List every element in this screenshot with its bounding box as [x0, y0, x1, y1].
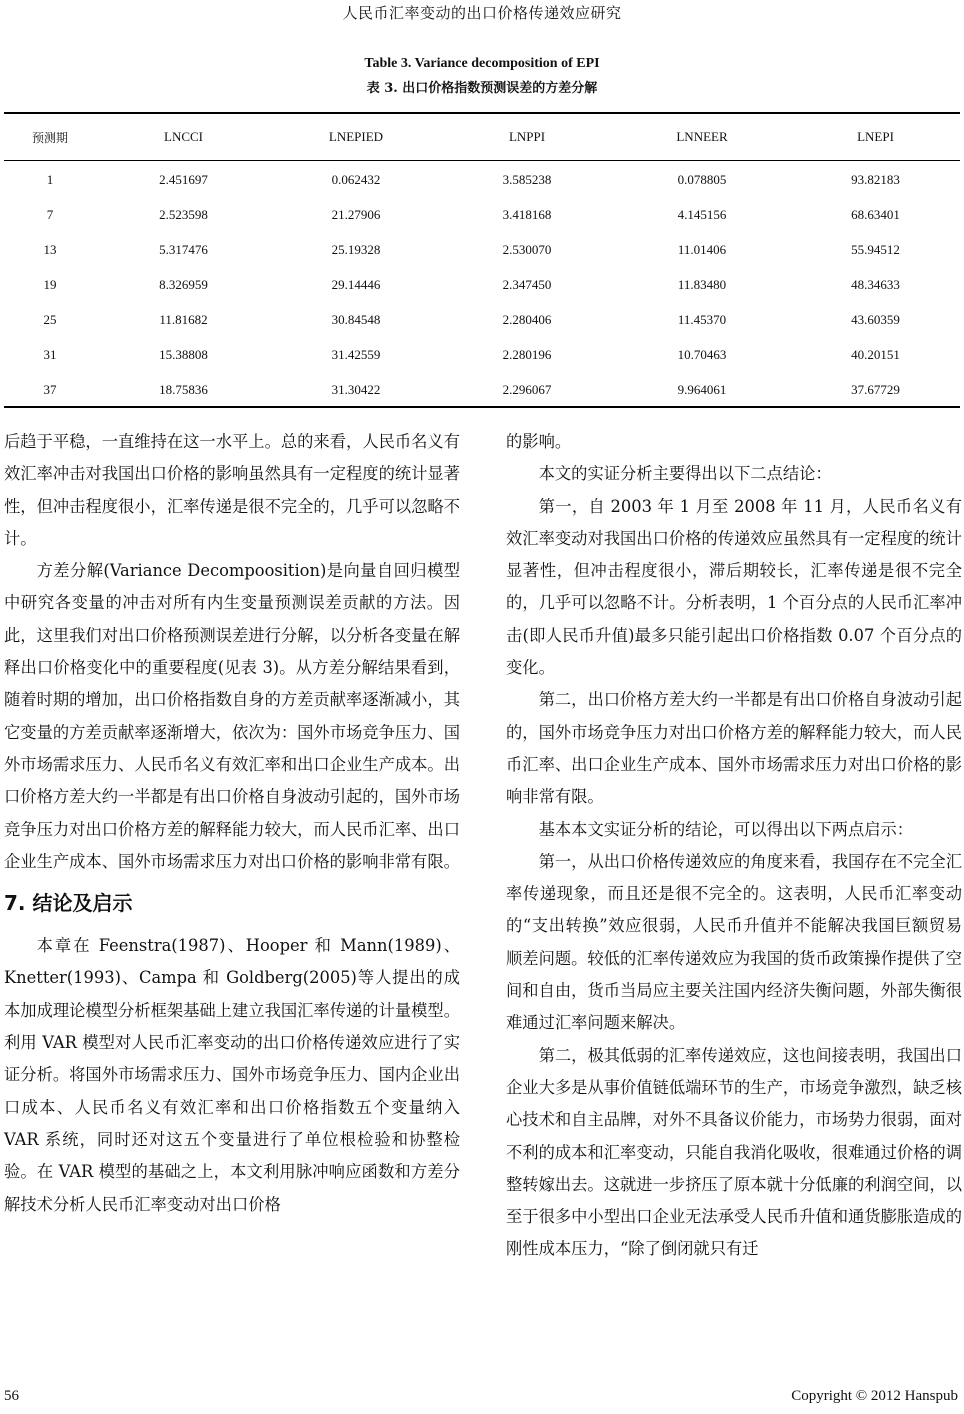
table-cell: 21.27906 — [331, 206, 381, 222]
body-paragraph: 基本本文实证分析的结论，可以得出以下两点启示： — [538, 819, 914, 839]
table-cell: 11.01406 — [677, 241, 727, 257]
table-cell: 11.83480 — [677, 276, 727, 292]
table-cell: 7 — [46, 206, 54, 222]
table-row — [4, 197, 960, 232]
table-cell: 10.70463 — [677, 346, 727, 362]
right-column — [506, 426, 962, 1266]
table-cell: 2.451697 — [159, 171, 208, 187]
table-cell: 2.296067 — [502, 381, 552, 397]
table-cell: 25 — [43, 311, 57, 327]
body-paragraph: 方差分解(Variance Decompoosition)是向量自回归模型中研究各变量的冲击对所有内生变量预测误差贡献的方法。因此，这里我们对出口价格预测误差进行分解，以分析各变量在解释出口价格变化中的重要程度(见表 3)。从方差分解结果看到，随着时期的增加，出口价格指数自身的方差贡献率逐渐减小，其它变量的方差贡献率逐渐增大，依次为：国外市场竞争压力、国外市场需求压力、人民币名义有效汇率和出口企业生产成本。出口价格方差大约一半都是有出口价格自身波动引起的，国外市场竞争压力对出口价格方差的解释能力较大，而人民币汇率、出口企业生产成本、国外市场需求压力对出口价格的影响非常有限。 — [4, 561, 460, 871]
table-cell: 13 — [43, 241, 57, 257]
table-row — [4, 267, 960, 302]
table-cell: 5.317476 — [159, 241, 208, 257]
table-cell: 37 — [43, 381, 57, 397]
table-cell: 29.14446 — [331, 276, 381, 292]
table-cell: 11.45370 — [677, 311, 727, 327]
body-paragraph: 第二，极其低弱的汇率传递效应，这也间接表明，我国出口企业大多是从事价值链低端环节的生产，市场竞争激烈，缺乏核心技术和自主品牌，对外不具备议价能力，市场势力很弱，面对不利的成本和汇率变动，只能自我消化吸收，很难通过价格的调整转嫁出去。这就进一步挤压了原本就十分低廉的利润空间，以至于很多中小型出口企业无法承受人民币升值和通货膨胀造成的刚性成本压力，“除了倒闭就只有迁 — [506, 1045, 962, 1259]
body-paragraph: 第一，自 2003 年 1 月至 2008 年 11 月，人民币名义有效汇率变动对我国出口价格的传递效应虽然具有一定程度的统计显著性，但冲击程度很小，滞后期较长，汇率传递是很不完全的，几乎可以忽略不计。分析表明，1 个百分点的人民币汇率冲击(即人民币升值)最多只能引起出口价格指数 0.07 个百分点的变化。 — [506, 496, 962, 678]
table-cell: 11.81682 — [159, 311, 208, 327]
table-cell: 0.062432 — [331, 171, 381, 187]
page-number: 56 — [4, 1388, 19, 1404]
header-lnepi: LNEPI — [857, 129, 894, 144]
table-row — [4, 337, 960, 372]
table-row — [4, 232, 960, 267]
body-paragraph: 第二，出口价格方差大约一半都是有出口价格自身波动引起的，国外市场竞争压力对出口价格方差的解释能力较大，而人民币汇率、出口企业生产成本、国外市场需求压力对出口价格的影响非常有限。 — [506, 690, 962, 807]
body-paragraph: 后趋于平稳，一直维持在这一水平上。总的来看，人民币名义有效汇率冲击对我国出口价格的影响虽然具有一定程度的统计显著性，但冲击程度很小，汇率传递是很不完全的，几乎可以忽略不计。 — [4, 432, 460, 548]
table-cell: 4.145156 — [677, 206, 727, 222]
table-cell: 2.280196 — [502, 346, 552, 362]
table-cell: 8.326959 — [159, 276, 208, 292]
table-cell: 25.19328 — [331, 241, 381, 257]
body-paragraph: 的影响。 — [506, 432, 572, 451]
header-lnneer: LNNEER — [676, 129, 728, 144]
table-cell: 2.347450 — [502, 276, 552, 292]
table-row — [4, 160, 960, 197]
table-cell: 48.34633 — [851, 276, 900, 292]
table-cell: 3.418168 — [502, 206, 552, 222]
table-cell: 40.20151 — [851, 346, 900, 362]
left-column — [4, 426, 460, 1221]
table-cell: 31.30422 — [331, 381, 381, 397]
running-head: 人民币汇率变动的出口价格传递效应研究 — [342, 4, 622, 22]
table-caption-chinese: 表 3. 出口价格指数预测误差的方差分解 — [366, 81, 598, 96]
table-cell: 9.964061 — [677, 381, 727, 397]
table-row — [4, 372, 960, 407]
table-cell: 2.523598 — [159, 206, 208, 222]
table-cell: 68.63401 — [851, 206, 900, 222]
header-lnepied: LNEPIED — [328, 129, 384, 144]
copyright-notice: Copyright © 2012 Hanspub — [791, 1388, 958, 1404]
header-lncci: LNCCI — [164, 129, 203, 144]
table-caption-english: Table 3. Variance decomposition of EPI — [364, 56, 600, 71]
table-cell: 31.42559 — [331, 346, 381, 362]
table-cell: 19 — [43, 276, 57, 292]
table-cell: 2.530070 — [502, 241, 552, 257]
table-cell: 2.280406 — [502, 311, 552, 327]
table-cell: 93.82183 — [851, 171, 900, 187]
table-cell: 15.38808 — [159, 346, 208, 362]
table-cell: 18.75836 — [159, 381, 208, 397]
table-cell: 3.585238 — [502, 171, 552, 187]
header-lnppi: LNPPI — [508, 129, 546, 144]
table-cell: 43.60359 — [851, 311, 900, 327]
table-cell: 1 — [46, 171, 54, 187]
table-cell: 37.67729 — [851, 381, 900, 397]
section-heading: 7. 结论及启示 — [4, 891, 133, 916]
body-paragraph: 本章在 Feenstra(1987)、Hooper 和 Mann(1989)、Knetter(1993)、Campa 和 Goldberg(2005)等人提出的成本加成理论模型分析框架基础上建立我国汇率传递的计量模型。利用 VAR 模型对人民币汇率变动的出口价格传递效应进行了实证分析。将国外市场需求压力、国外市场竞争压力、国内企业出口成本、人民币名义有效汇率和出口价格指数五个变量纳入 VAR 系统，同时还对这五个变量进行了单位根检验和协整检验。在 VAR 模型的基础之上，本文利用脉冲响应函数和方差分解技术分析人民币汇率变动对出口价格 — [4, 936, 460, 1214]
table-cell: 55.94512 — [851, 241, 900, 257]
table-cell: 0.078805 — [677, 171, 727, 187]
variance-decomposition-table — [4, 114, 960, 407]
header-forecast-period: 预测期 — [31, 130, 68, 145]
table-row — [4, 302, 960, 337]
table-header-row — [4, 114, 960, 160]
body-paragraph: 第一，从出口价格传递效应的角度来看，我国存在不完全汇率传递现象，而且还是很不完全的。这表明，人民币汇率变动的“支出转换”效应很弱，人民币升值并不能解决我国巨额贸易顺差问题。较低的汇率传递效应为我国的货币政策操作提供了空间和自由，货币当局应主要关注国内经济失衡问题，外部失衡很难通过汇率问题来解决。 — [506, 851, 962, 1033]
body-paragraph: 本文的实证分析主要得出以下二点结论： — [538, 464, 832, 484]
table-cell: 30.84548 — [331, 311, 381, 327]
table-cell: 31 — [43, 346, 57, 362]
